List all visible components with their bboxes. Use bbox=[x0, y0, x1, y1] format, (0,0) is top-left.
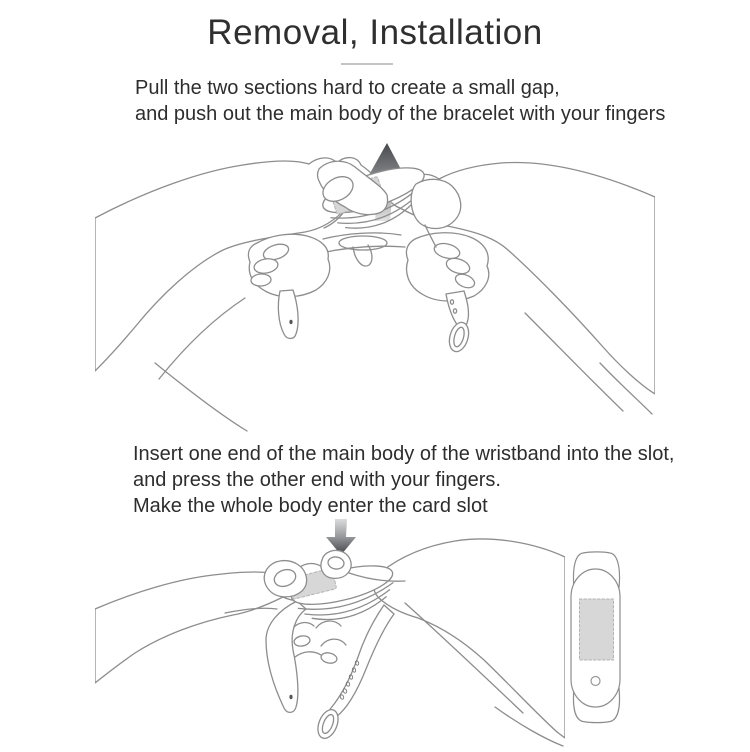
left-strap-end bbox=[278, 290, 298, 339]
instruction-line: and press the other end with your fingers. bbox=[133, 469, 501, 491]
left-fist bbox=[248, 234, 329, 296]
band-loop-left-strap bbox=[266, 601, 306, 712]
removal-illustration bbox=[95, 133, 655, 433]
strap-buckle bbox=[446, 320, 472, 354]
loop-knuckles bbox=[291, 621, 346, 665]
installation-illustration bbox=[95, 517, 565, 752]
instruction-line: Insert one end of the main body of the wristband into the slot, bbox=[133, 443, 675, 465]
right-strap-end bbox=[446, 291, 472, 354]
removal-instructions bbox=[135, 75, 665, 127]
instruction-line: Make the whole body enter the card slot bbox=[133, 495, 488, 517]
page-title: Removal, Installation bbox=[207, 13, 543, 52]
left-thumb bbox=[264, 561, 306, 597]
instruction-line: Pull the two sections hard to create a small gap, bbox=[135, 77, 560, 99]
down-arrow-icon bbox=[326, 519, 356, 555]
band-loop-right-strap bbox=[314, 605, 394, 741]
band-touch-button bbox=[591, 677, 600, 686]
wristband-front-illustration bbox=[565, 548, 635, 728]
band-screen bbox=[580, 599, 614, 660]
right-hand bbox=[374, 539, 565, 738]
title-divider bbox=[341, 63, 393, 65]
stretched-strap bbox=[321, 233, 405, 266]
instruction-line: and push out the main body of the bracelet with your fingers bbox=[135, 103, 666, 125]
right-fist bbox=[406, 233, 488, 301]
installation-instructions bbox=[133, 441, 674, 519]
